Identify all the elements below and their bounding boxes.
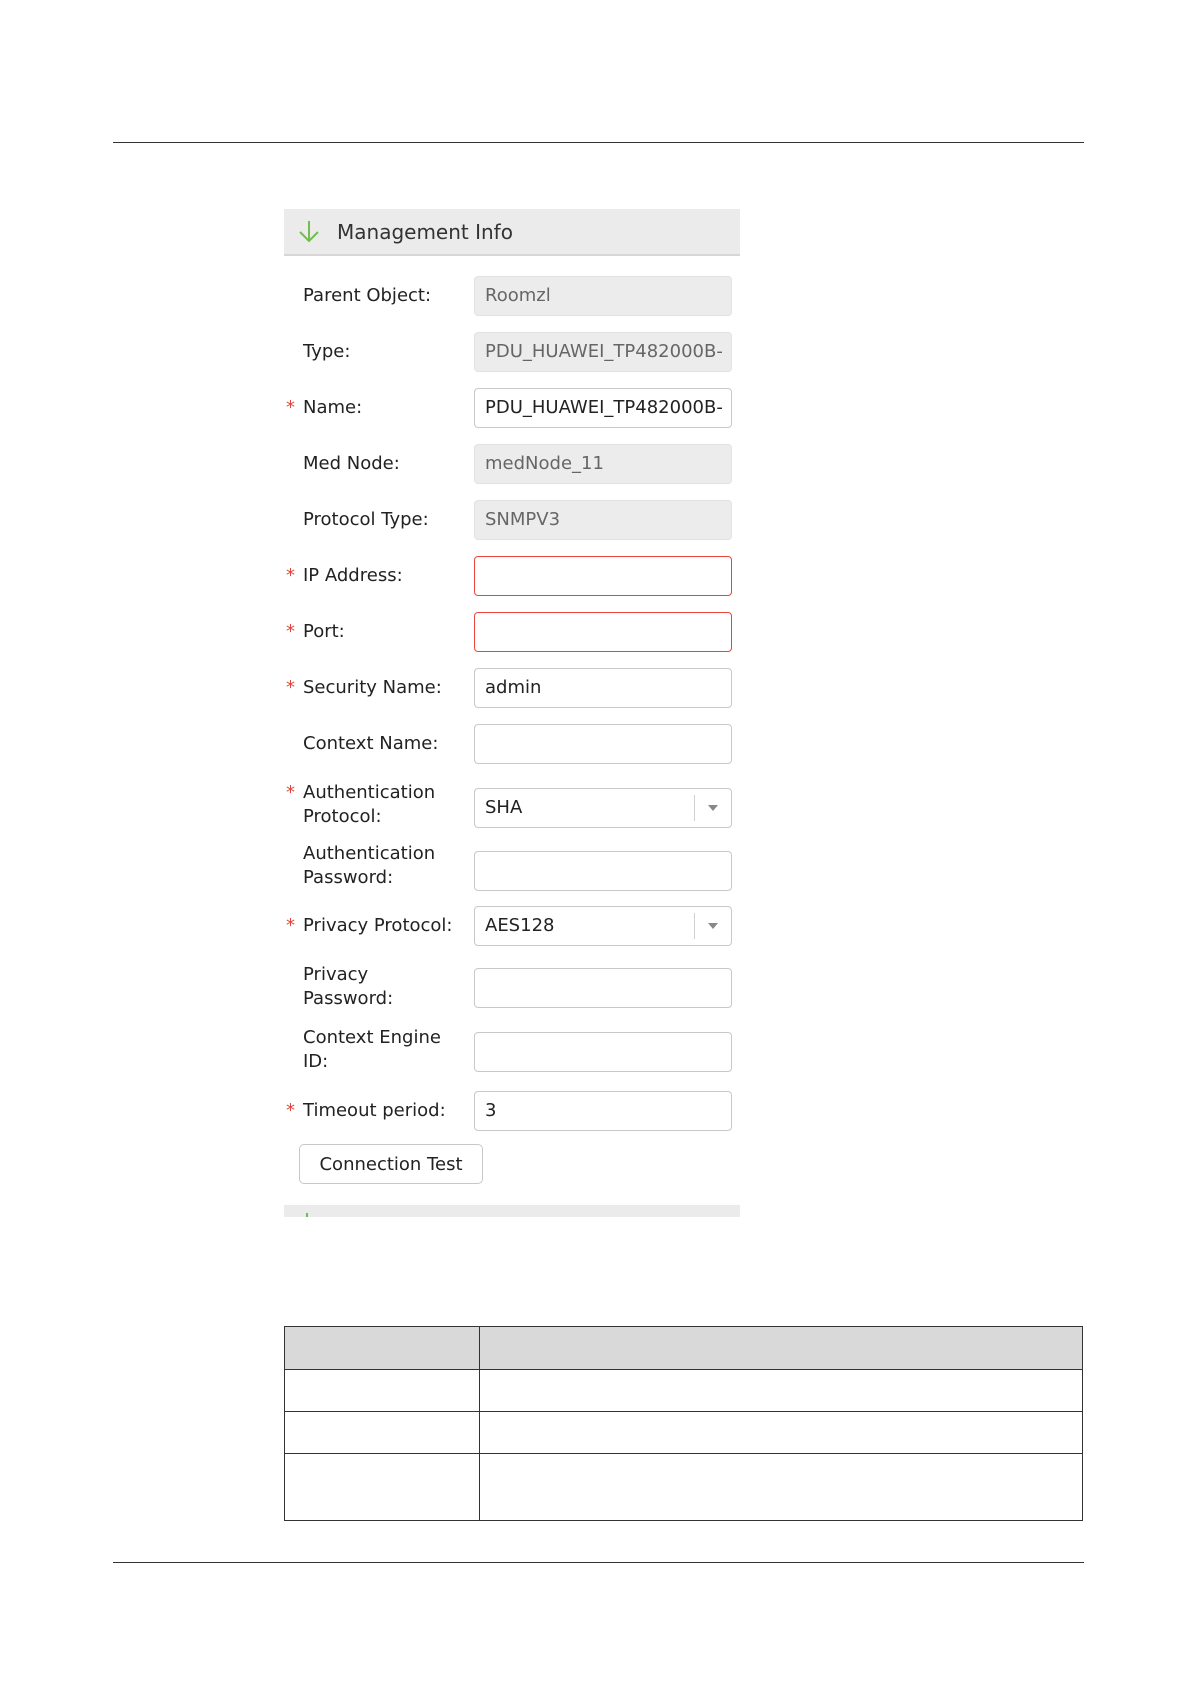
required-mark: * [286,621,295,642]
required-mark: * [286,915,295,936]
auth-password-label-line1: Authentication [303,843,436,864]
required-mark: * [286,677,295,698]
table-cell [480,1412,1083,1454]
med-node-label: Med Node: [303,453,400,474]
required-mark: * [286,397,295,418]
next-section-header[interactable] [284,1205,740,1217]
privacy-protocol-select[interactable] [474,906,732,946]
context-engine-id-label-line1: Context Engine [303,1027,441,1048]
table-cell [285,1370,480,1412]
table-cell [285,1454,480,1521]
auth-password-label-line2: Password: [303,867,394,888]
panel-title: Management Info [337,220,513,244]
table-row [285,1412,1083,1454]
protocol-type-label: Protocol Type: [303,509,429,530]
parent-object-label: Parent Object: [303,285,432,306]
auth-protocol-select[interactable] [474,788,732,828]
type-label: Type: [303,341,351,362]
management-info-panel [284,209,740,1217]
table-header-cell [285,1327,480,1370]
required-mark: * [286,565,295,586]
auth-protocol-label-line2: Protocol: [303,806,382,827]
table-cell [285,1412,480,1454]
type-field: PDU_HUAWEI_TP482000B- [474,332,732,372]
med-node-field: medNode_11 [474,444,732,484]
arrow-down-icon [296,219,322,245]
timeout-period-label: Timeout period: [303,1100,446,1121]
panel-header[interactable] [284,209,740,256]
security-name-label: Security Name: [303,677,442,698]
table-cell [480,1370,1083,1412]
arrow-down-icon [306,1213,308,1217]
security-name-input[interactable]: admin [474,668,732,708]
table-cell [480,1454,1083,1521]
table-row [285,1454,1083,1521]
auth-protocol-label-line1: Authentication [303,782,436,803]
timeout-period-input[interactable]: 3 [474,1091,732,1131]
privacy-password-label-line2: Password: [303,988,394,1009]
table-header-cell [480,1327,1083,1370]
required-mark: * [286,1100,295,1121]
context-engine-id-input[interactable] [474,1032,732,1072]
privacy-password-label-line1: Privacy [303,964,369,985]
table-header-row [285,1327,1083,1370]
privacy-protocol-value: AES128 [485,915,555,936]
privacy-protocol-label: Privacy Protocol: [303,915,453,936]
auth-password-input[interactable] [474,851,732,891]
privacy-password-input[interactable] [474,968,732,1008]
header-rule [113,142,1084,143]
parameter-table [284,1326,1083,1521]
port-label: Port: [303,621,345,642]
context-name-input[interactable] [474,724,732,764]
ip-address-label: IP Address: [303,565,403,586]
footer-rule [113,1562,1084,1563]
ip-address-input[interactable] [474,556,732,596]
auth-protocol-value: SHA [485,797,523,818]
port-input[interactable] [474,612,732,652]
required-mark: * [286,782,295,803]
context-engine-id-label-line2: ID: [303,1051,329,1072]
chevron-down-icon[interactable] [694,913,731,939]
protocol-type-field: SNMPV3 [474,500,732,540]
table-row [285,1370,1083,1412]
parent-object-field: Roomzl [474,276,732,316]
context-name-label: Context Name: [303,733,439,754]
name-input[interactable]: PDU_HUAWEI_TP482000B- [474,388,732,428]
name-label: Name: [303,397,363,418]
chevron-down-icon[interactable] [694,795,731,821]
connection-test-button[interactable]: Connection Test [299,1144,483,1184]
